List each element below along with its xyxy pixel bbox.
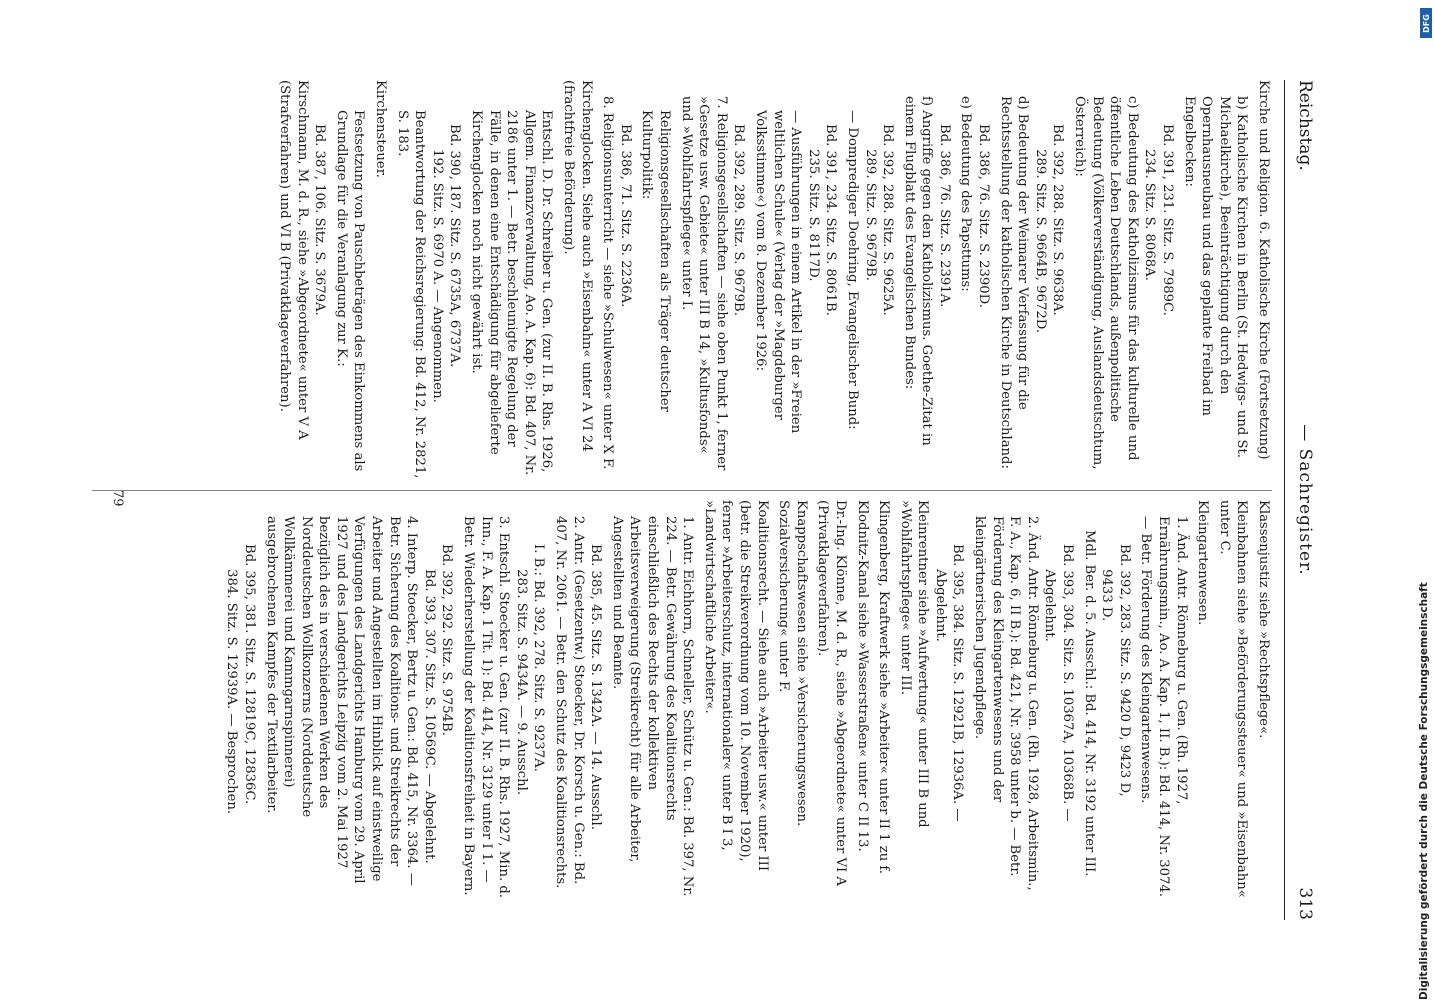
reference-line: Bd. 391, 234. Sitz. S. 8061B. 235. Sitz. S. 8117D.: [805, 124, 839, 316]
reference-line: Bd. 395, 381. Sitz. S. 12819C, 12836C. 384. Sitz. S. 12939A. — Besprochen.: [224, 544, 257, 815]
index-entry: Klodnitz-Kanal siehe »Wasserstraßen« unter C II 13.: [854, 500, 870, 852]
index-entry: 1. Änd. Antr. Rönneburg u. Gen. (Rh. 1927, Ernährungsmin., Ao. A. Kap. 1, II. B.): Bd. 414, Nr. 3074. — Betr. Förderung des Kleingartenwesens.: [1138, 516, 1189, 897]
index-entry: 4. Interp. Stoecker, Bertz u. Gen.: Bd. 415, Nr. 3364. — Betr. Sicherung des Koalitions- und Streikrechts der Arbeiter und Angestellten im Hinblick auf einstweilige Verfügungen des Landgerichts Hamburg vom 29. April 1927 und des Landgerichts Leipzig vom 2. Mai 1927 bezüglich des in verschiedenen Werken des Norddeutschen Wollkonzerns (Norddeutsche Wollkämmerei und Kammgarnspinnerei) ausgebrochenen Kampfes der Textilarbeiter.: [263, 516, 420, 886]
header-left: Reichstag.: [1295, 80, 1315, 171]
left-column: [272, 80, 1272, 480]
index-entry: Kleinrentner siehe »Aufwertung« unter III B und »Wohlfahrtspflege« unter III.: [897, 500, 931, 828]
index-entry: Religionsgesellschaften als Träger deutscher Kulturpolitik:: [639, 110, 672, 412]
index-entry: Mdl. Ber. d. 5. Ausschl.: Bd. 414, Nr. 3192 unter III.: [1081, 530, 1097, 877]
index-entry: 8. Religionsunterricht — siehe »Schulwesen« unter X F.: [600, 96, 616, 470]
index-entry: Kirschmann, M. d. R., siehe »Abgeordnete« unter V A (Strafverfahren) und VI B (Privatklageverfahren).: [277, 80, 310, 440]
running-header: [1285, 80, 1315, 920]
index-entry: Kirchenglocken. Siehe auch »Eisenbahn« unter A VI 24 (frachtfreie Beförderung).: [561, 80, 594, 452]
index-entry: — Domprediger Doehring, Evangelischer Bund:: [844, 110, 860, 430]
index-entry: Kleinbahnen siehe »Beförderungssteuer« und »Eisenbahn« unter C.: [1216, 500, 1250, 898]
index-entry: 2. Antr. (Gesetzentw.) Stoecker, Dr. Korsch u. Gen.: Bd. 407, Nr. 2061. — Betr. den Schutz des Koalitionsrechts.: [553, 516, 586, 889]
reference-line: Bd. 385, 45. Sitz. S. 1342A. — 14. Ausschl.: [588, 544, 604, 830]
reference-line: Bd. 392, 289. Sitz. S. 9679B.: [731, 124, 747, 316]
reference-line: Bd. 386, 76. Sitz. S. 2391A.: [936, 124, 952, 308]
index-entry: 7. Religionsgesellschaften — siehe oben Punkt 1, ferner »Gesetze usw. Gebiete« unter III B 14, »Kultusfonds« und »Wohlfahrtspflege« unter I.: [678, 96, 729, 471]
index-entry: Kleingartenwesen.: [1195, 500, 1211, 626]
dfg-logo-text: DFG: [1421, 13, 1431, 33]
column-divider: [92, 490, 1272, 491]
index-entry: Kirche und Religion. 6. Katholische Kirche (Fortsetzung): [1256, 80, 1271, 460]
reference-line: Bd. 395, 384. Sitz. S. 12921B, 12936A. — Abgelehnt.: [932, 544, 966, 822]
reference-line: Bd. 392, 283. Sitz. S. 9420 D, 9423 D, 9433 D.: [1099, 544, 1132, 797]
index-entry: 1. Antr. Eichhorn, Schneller, Schütz u. Gen.: Bd. 397, Nr. 224. — Betr. Gewährung des Koalitionsrechts einschließlich des Rechts der kollektiven Arbeitsverweigerung (Streikrecht) für alle Arbeiter, Angestellten und Beamte.: [609, 516, 696, 897]
reference-line: I. B.: Bd. 392, 278. Sitz. S. 9237A. 283. Sitz. S. 9434A. — 9. Ausschl.: [513, 544, 547, 796]
dfg-credit-text: Digitalisierung gefördert durch die Deutsche Forschungsgemeinschaft: [1418, 582, 1430, 1000]
index-entry: Entschl. D. Dr. Schreiber u. Gen. (zur II. B. Rhs. 1926, Allgem. Finanzverwaltung, Ao. A. Kap. 6): Bd. 407, Nr. 2186 unter 1. — Betr. beschleunigte Regelung der Fälle, in denen eine Entschädigung für abgelieferte Kirchenglocken noch nicht gewährt ist.: [469, 110, 555, 476]
index-entry: Klassenjustiz siehe »Rechtspflege«.: [1256, 500, 1271, 739]
reference-line: Bd. 393, 304. Sitz. S. 10367A, 10368B. — Abgelehnt.: [1042, 544, 1076, 822]
reference-line: Bd. 386, 76. Sitz. S. 2390D.: [976, 124, 992, 308]
index-entry: 2. Änd. Antr. Rönneburg u. Gen. (Rh. 1928, Arbeitsmin., F. A., Kap. 6, II B.): Bd. 421, Nr. 3958 unter b. — Betr. Förderung des Kleingartenwesens und der kleingärtnerischen Jugendpflege.: [972, 516, 1040, 891]
index-entry: Dr.-Ing. Klönne, M. d. R., siehe »Abgeordnete« unter VI A (Privatklageverfahren).: [815, 500, 848, 886]
index-entry: Klingenberg, Kraftwerk siehe »Arbeiter« unter II 1 zu f.: [876, 500, 892, 874]
index-entry: Koalitionsrecht. — Siehe auch »Arbeiter usw.« unter III (betr. die Streikverordnung vom 10. November 1920), ferner »Arbeiterschutz, internationaler« unter B I 3, »Landwirtschaftliche Arbeiter«.: [701, 500, 770, 872]
index-entry: Festsetzung von Pauschbeträgen des Einkommens als Grundlage für die Veranlagung zur K.:: [333, 110, 367, 472]
right-column: [223, 500, 1272, 900]
index-entry: Beantwortung der Reichsregierung: Bd. 412, Nr. 2821, S. 183.: [394, 110, 428, 479]
index-entry: Kirchensteuer.: [373, 80, 389, 178]
page-number: 313: [1295, 887, 1315, 920]
index-entry: c) Bedeutung des Katholizismus für das kulturelle und öffentliche Leben Deutschlands, außenpolitische Bedeutung (Völkerverständigung, Auslandsdeutschtum, Österreich):: [1072, 96, 1140, 470]
reference-line: Bd. 392, 292. Sitz. S. 9754B. Bd. 393, 307. Sitz. S. 10569C. — Abgelehnt.: [421, 544, 455, 864]
index-entry: f) Angriffe gegen den Katholizismus. Goethe-Zitat in einem Flugblatt des Evangelischen Bundes:: [901, 96, 935, 446]
reference-line: Bd. 387, 106. Sitz. S. 3679A.: [312, 124, 328, 316]
index-entry: b) Katholische Kirchen in Berlin (St. Hedwigs- und St. Michaelkirche), Beeinträchtigung durch den Opernhausneubau und das geplante Freibad im Engelbecken:: [1181, 96, 1250, 458]
index-entry: e) Bedeutung des Papsttums:: [958, 96, 974, 292]
index-entry: d) Bedeutung der Weimarer Verfassung für die Rechtsstellung der katholischen Kirche in Deutschland:: [997, 96, 1031, 469]
header-center: — Sachregister.: [1295, 424, 1315, 576]
header-rule: [1284, 80, 1285, 920]
reference-line: Bd. 390, 187. Sitz. S. 6735A, 6737A. 192. Sitz. S. 6970 A. — Angenommen.: [429, 124, 463, 403]
reference-line: Bd. 392, 288. Sitz. S. 9638A. 289. Sitz. S. 9664B, 9672D.: [1032, 124, 1066, 334]
reference-line: Bd. 386, 71. Sitz. S. 2236A.: [617, 124, 633, 308]
dfg-logo: [1420, 8, 1432, 38]
index-entry: 3. Entschl. Stoecker u. Gen. (zur II. B. Rhs. 1927, Min. d. Inn., F. A. Kap. 1 Tit. 1): Bd. 414, Nr. 3129 unter I 1. — Betr. Wiederherstellung der Koalitionsfreiheit in Bayern.: [461, 516, 512, 898]
footer-number: 79: [110, 490, 125, 507]
reference-line: Bd. 391, 231. Sitz. S. 7989C. 234. Sitz. S. 8068A.: [1142, 124, 1176, 316]
index-entry: — Ausführungen in einem Artikel in der »Freien weltlichen Schule« (Verlag der »Magdeburger Volksstimme«) vom 8. Dezember 1926:: [752, 110, 804, 434]
index-entry: Knappschaftswesen siehe »Versicherungswesen. Sozialversicherung« unter F.: [776, 500, 809, 827]
reference-line: Bd. 392, 288. Sitz. S. 9625A. 289. Sitz. S. 9679B.: [862, 124, 896, 316]
